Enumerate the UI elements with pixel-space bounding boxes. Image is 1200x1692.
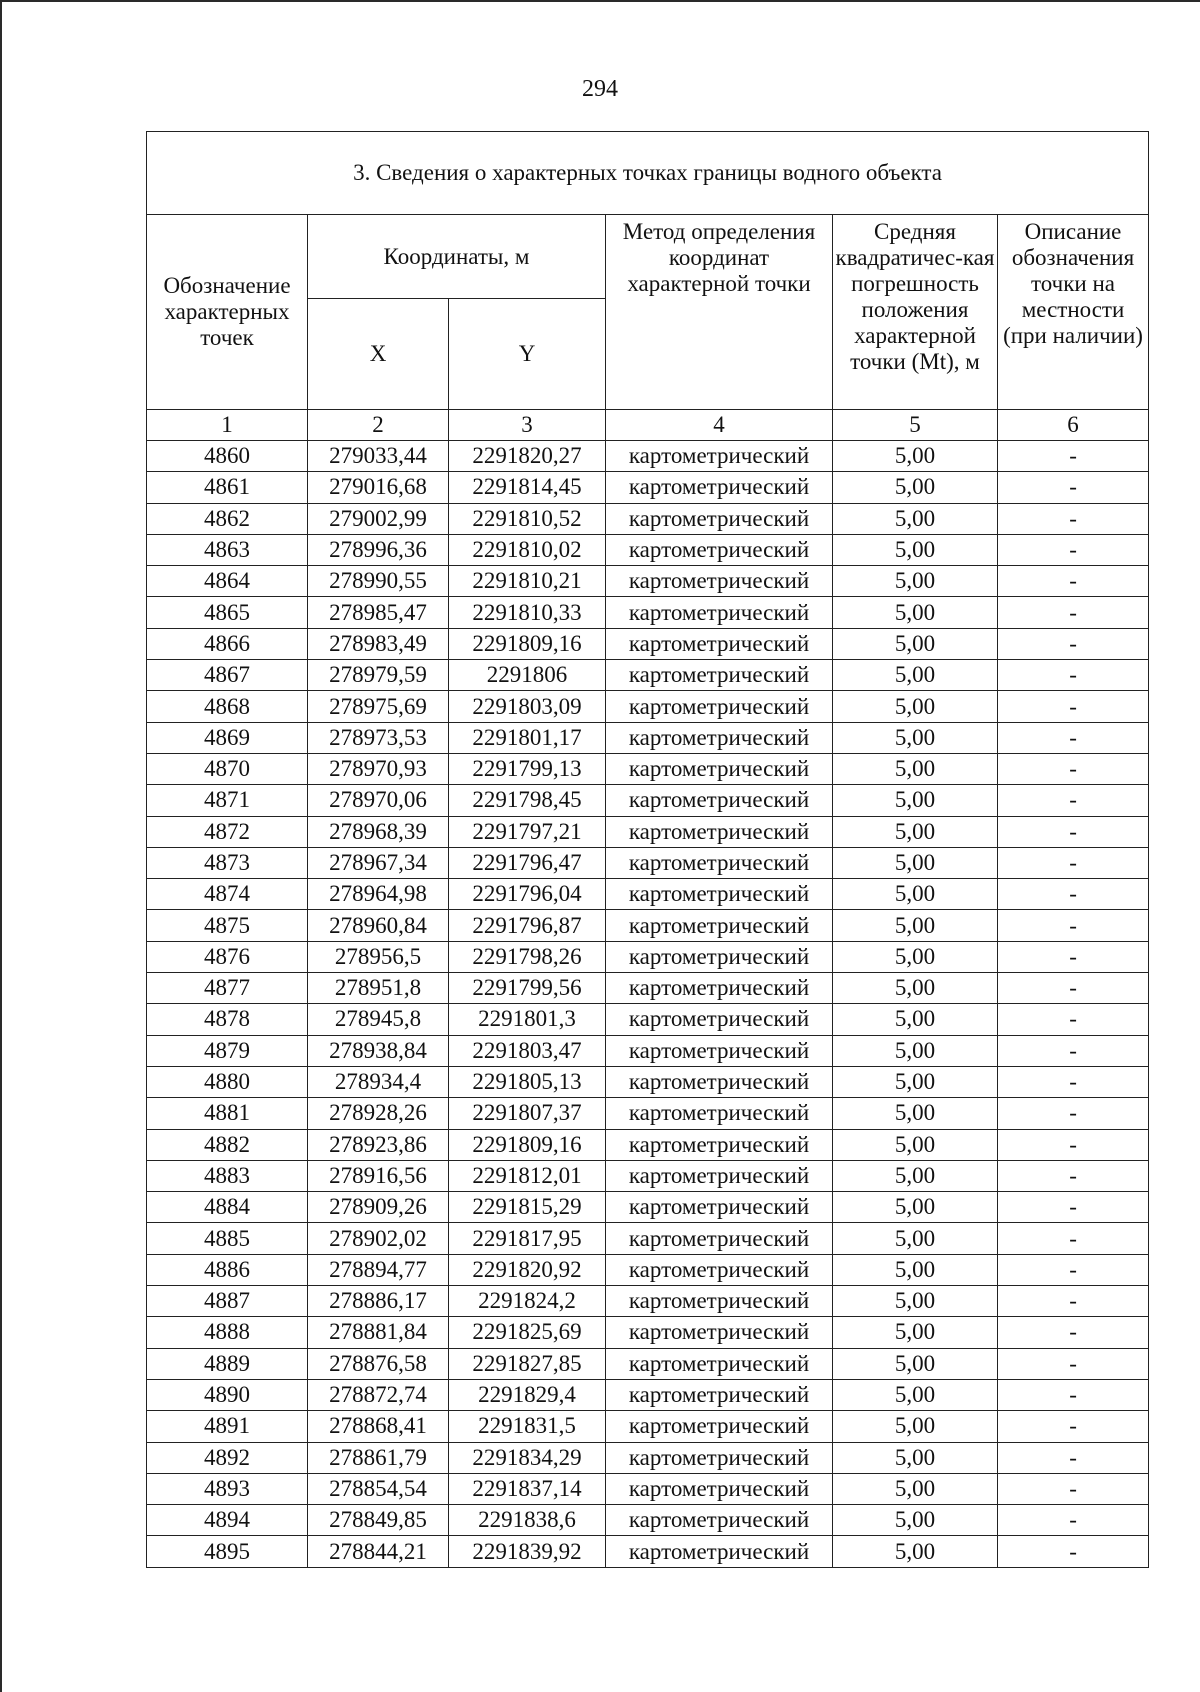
error-cell: 5,00 — [833, 1129, 998, 1160]
x-coordinate-cell: 279016,68 — [308, 472, 449, 503]
table-row — [147, 910, 1149, 941]
point-id-cell: 4877 — [147, 973, 308, 1004]
y-coordinate-cell: 2291798,45 — [449, 785, 606, 816]
description-cell: - — [998, 910, 1149, 941]
description-cell: - — [998, 1129, 1149, 1160]
table-row — [147, 847, 1149, 878]
point-id-cell: 4861 — [147, 472, 308, 503]
header-error: Средняя квадратичес-кая погрешность положения характерной точки (Mt), м — [833, 215, 998, 410]
column-number: 3 — [449, 410, 606, 441]
y-coordinate-cell: 2291820,27 — [449, 441, 606, 472]
table-row — [147, 753, 1149, 784]
x-coordinate-cell: 278849,85 — [308, 1505, 449, 1536]
table-row — [147, 1379, 1149, 1410]
method-cell: картометрический — [606, 973, 833, 1004]
y-coordinate-cell: 2291814,45 — [449, 472, 606, 503]
point-id-cell: 4884 — [147, 1192, 308, 1223]
x-coordinate-cell: 278872,74 — [308, 1379, 449, 1410]
error-cell: 5,00 — [833, 1442, 998, 1473]
method-cell: картометрический — [606, 722, 833, 753]
error-cell: 5,00 — [833, 660, 998, 691]
method-cell: картометрический — [606, 1286, 833, 1317]
table-row — [147, 1035, 1149, 1066]
table-row — [147, 597, 1149, 628]
scan-edge-top — [0, 0, 1200, 2]
header-method: Метод определения координат характерной точки — [606, 215, 833, 410]
table-row — [147, 1442, 1149, 1473]
method-cell: картометрический — [606, 910, 833, 941]
y-coordinate-cell: 2291809,16 — [449, 1129, 606, 1160]
error-cell: 5,00 — [833, 941, 998, 972]
method-cell: картометрический — [606, 1098, 833, 1129]
method-cell: картометрический — [606, 1004, 833, 1035]
x-coordinate-cell: 278973,53 — [308, 722, 449, 753]
error-cell: 5,00 — [833, 910, 998, 941]
table-row — [147, 1536, 1149, 1567]
point-id-cell: 4883 — [147, 1160, 308, 1191]
table-row — [147, 628, 1149, 659]
point-id-cell: 4865 — [147, 597, 308, 628]
y-coordinate-cell: 2291810,52 — [449, 503, 606, 534]
table-row — [147, 816, 1149, 847]
x-coordinate-cell: 278990,55 — [308, 566, 449, 597]
y-coordinate-cell: 2291810,21 — [449, 566, 606, 597]
method-cell: картометрический — [606, 941, 833, 972]
point-id-cell: 4876 — [147, 941, 308, 972]
description-cell: - — [998, 597, 1149, 628]
error-cell: 5,00 — [833, 785, 998, 816]
point-id-cell: 4878 — [147, 1004, 308, 1035]
x-coordinate-cell: 278934,4 — [308, 1066, 449, 1097]
method-cell: картометрический — [606, 566, 833, 597]
table-row — [147, 973, 1149, 1004]
table-row — [147, 1317, 1149, 1348]
error-cell: 5,00 — [833, 1223, 998, 1254]
y-coordinate-cell: 2291810,33 — [449, 597, 606, 628]
column-number: 5 — [833, 410, 998, 441]
description-cell: - — [998, 472, 1149, 503]
y-coordinate-cell: 2291801,3 — [449, 1004, 606, 1035]
point-id-cell: 4866 — [147, 628, 308, 659]
y-coordinate-cell: 2291803,47 — [449, 1035, 606, 1066]
x-coordinate-cell: 278945,8 — [308, 1004, 449, 1035]
table-row — [147, 1129, 1149, 1160]
description-cell: - — [998, 1223, 1149, 1254]
column-number: 6 — [998, 410, 1149, 441]
method-cell: картометрический — [606, 503, 833, 534]
method-cell: картометрический — [606, 1411, 833, 1442]
point-id-cell: 4887 — [147, 1286, 308, 1317]
y-coordinate-cell: 2291838,6 — [449, 1505, 606, 1536]
description-cell: - — [998, 503, 1149, 534]
error-cell: 5,00 — [833, 1379, 998, 1410]
y-coordinate-cell: 2291839,92 — [449, 1536, 606, 1567]
method-cell: картометрический — [606, 1192, 833, 1223]
method-cell: картометрический — [606, 1442, 833, 1473]
description-cell: - — [998, 1317, 1149, 1348]
description-cell: - — [998, 1192, 1149, 1223]
point-id-cell: 4871 — [147, 785, 308, 816]
y-coordinate-cell: 2291797,21 — [449, 816, 606, 847]
point-id-cell: 4881 — [147, 1098, 308, 1129]
description-cell: - — [998, 1035, 1149, 1066]
error-cell: 5,00 — [833, 1004, 998, 1035]
point-id-cell: 4885 — [147, 1223, 308, 1254]
table-row — [147, 1411, 1149, 1442]
x-coordinate-cell: 278964,98 — [308, 879, 449, 910]
description-cell: - — [998, 879, 1149, 910]
y-coordinate-cell: 2291799,56 — [449, 973, 606, 1004]
point-id-cell: 4864 — [147, 566, 308, 597]
header-x: X — [308, 299, 449, 410]
point-id-cell: 4879 — [147, 1035, 308, 1066]
method-cell: картометрический — [606, 691, 833, 722]
x-coordinate-cell: 278868,41 — [308, 1411, 449, 1442]
point-id-cell: 4889 — [147, 1348, 308, 1379]
description-cell: - — [998, 722, 1149, 753]
method-cell: картометрический — [606, 597, 833, 628]
description-cell: - — [998, 1098, 1149, 1129]
description-cell: - — [998, 1411, 1149, 1442]
description-cell: - — [998, 1536, 1149, 1567]
point-id-cell: 4894 — [147, 1505, 308, 1536]
error-cell: 5,00 — [833, 1473, 998, 1504]
description-cell: - — [998, 534, 1149, 565]
error-cell: 5,00 — [833, 1098, 998, 1129]
error-cell: 5,00 — [833, 1536, 998, 1567]
point-id-cell: 4875 — [147, 910, 308, 941]
method-cell: картометрический — [606, 1348, 833, 1379]
x-coordinate-cell: 278928,26 — [308, 1098, 449, 1129]
point-id-cell: 4893 — [147, 1473, 308, 1504]
method-cell: картометрический — [606, 1066, 833, 1097]
coordinates-table — [146, 131, 1149, 1568]
description-cell: - — [998, 973, 1149, 1004]
error-cell: 5,00 — [833, 1192, 998, 1223]
x-coordinate-cell: 278894,77 — [308, 1254, 449, 1285]
y-coordinate-cell: 2291799,13 — [449, 753, 606, 784]
header-designation: Обозначение характерных точек — [147, 215, 308, 410]
y-coordinate-cell: 2291825,69 — [449, 1317, 606, 1348]
error-cell: 5,00 — [833, 1035, 998, 1066]
method-cell: картометрический — [606, 1317, 833, 1348]
y-coordinate-cell: 2291812,01 — [449, 1160, 606, 1191]
y-coordinate-cell: 2291829,4 — [449, 1379, 606, 1410]
description-cell: - — [998, 1066, 1149, 1097]
method-cell: картометрический — [606, 1254, 833, 1285]
error-cell: 5,00 — [833, 691, 998, 722]
error-cell: 5,00 — [833, 472, 998, 503]
x-coordinate-cell: 278956,5 — [308, 941, 449, 972]
scan-edge-left — [0, 0, 2, 1692]
table-row — [147, 503, 1149, 534]
error-cell: 5,00 — [833, 628, 998, 659]
y-coordinate-cell: 2291834,29 — [449, 1442, 606, 1473]
error-cell: 5,00 — [833, 503, 998, 534]
x-coordinate-cell: 278970,06 — [308, 785, 449, 816]
x-coordinate-cell: 279033,44 — [308, 441, 449, 472]
description-cell: - — [998, 847, 1149, 878]
description-cell: - — [998, 1473, 1149, 1504]
error-cell: 5,00 — [833, 534, 998, 565]
y-coordinate-cell: 2291805,13 — [449, 1066, 606, 1097]
error-cell: 5,00 — [833, 1286, 998, 1317]
error-cell: 5,00 — [833, 441, 998, 472]
method-cell: картометрический — [606, 1379, 833, 1410]
error-cell: 5,00 — [833, 1348, 998, 1379]
x-coordinate-cell: 278876,58 — [308, 1348, 449, 1379]
method-cell: картометрический — [606, 1505, 833, 1536]
point-id-cell: 4874 — [147, 879, 308, 910]
point-id-cell: 4863 — [147, 534, 308, 565]
method-cell: картометрический — [606, 472, 833, 503]
description-cell: - — [998, 785, 1149, 816]
description-cell: - — [998, 1286, 1149, 1317]
error-cell: 5,00 — [833, 1317, 998, 1348]
table-row — [147, 472, 1149, 503]
table-row — [147, 1223, 1149, 1254]
y-coordinate-cell: 2291820,92 — [449, 1254, 606, 1285]
description-cell: - — [998, 1348, 1149, 1379]
header-row-1 — [147, 215, 1149, 299]
x-coordinate-cell: 278951,8 — [308, 973, 449, 1004]
method-cell: картометрический — [606, 534, 833, 565]
description-cell: - — [998, 441, 1149, 472]
error-cell: 5,00 — [833, 1505, 998, 1536]
y-coordinate-cell: 2291824,2 — [449, 1286, 606, 1317]
x-coordinate-cell: 278854,54 — [308, 1473, 449, 1504]
description-cell: - — [998, 566, 1149, 597]
y-coordinate-cell: 2291809,16 — [449, 628, 606, 659]
table-row — [147, 1254, 1149, 1285]
error-cell: 5,00 — [833, 1254, 998, 1285]
table-row — [147, 1505, 1149, 1536]
error-cell: 5,00 — [833, 1066, 998, 1097]
table-row — [147, 1160, 1149, 1191]
error-cell: 5,00 — [833, 722, 998, 753]
description-cell: - — [998, 691, 1149, 722]
method-cell: картометрический — [606, 1129, 833, 1160]
error-cell: 5,00 — [833, 566, 998, 597]
point-id-cell: 4872 — [147, 816, 308, 847]
y-coordinate-cell: 2291831,5 — [449, 1411, 606, 1442]
method-cell: картометрический — [606, 1536, 833, 1567]
table-row — [147, 1286, 1149, 1317]
method-cell: картометрический — [606, 847, 833, 878]
y-coordinate-cell: 2291827,85 — [449, 1348, 606, 1379]
header-coordinates: Координаты, м — [308, 215, 606, 299]
point-id-cell: 4869 — [147, 722, 308, 753]
error-cell: 5,00 — [833, 879, 998, 910]
x-coordinate-cell: 278985,47 — [308, 597, 449, 628]
table-row — [147, 566, 1149, 597]
x-coordinate-cell: 278844,21 — [308, 1536, 449, 1567]
y-coordinate-cell: 2291817,95 — [449, 1223, 606, 1254]
x-coordinate-cell: 278938,84 — [308, 1035, 449, 1066]
x-coordinate-cell: 279002,99 — [308, 503, 449, 534]
method-cell: картометрический — [606, 1473, 833, 1504]
description-cell: - — [998, 753, 1149, 784]
table-row — [147, 691, 1149, 722]
description-cell: - — [998, 816, 1149, 847]
section-title: 3. Сведения о характерных точках границы водного объекта — [147, 132, 1149, 215]
y-coordinate-cell: 2291810,02 — [449, 534, 606, 565]
column-number-row — [147, 410, 1149, 441]
error-cell: 5,00 — [833, 1411, 998, 1442]
error-cell: 5,00 — [833, 753, 998, 784]
description-cell: - — [998, 1160, 1149, 1191]
y-coordinate-cell: 2291798,26 — [449, 941, 606, 972]
description-cell: - — [998, 628, 1149, 659]
x-coordinate-cell: 278909,26 — [308, 1192, 449, 1223]
y-coordinate-cell: 2291796,47 — [449, 847, 606, 878]
y-coordinate-cell: 2291796,04 — [449, 879, 606, 910]
x-coordinate-cell: 278968,39 — [308, 816, 449, 847]
table-row — [147, 722, 1149, 753]
y-coordinate-cell: 2291801,17 — [449, 722, 606, 753]
y-coordinate-cell: 2291806 — [449, 660, 606, 691]
x-coordinate-cell: 278881,84 — [308, 1317, 449, 1348]
method-cell: картометрический — [606, 1160, 833, 1191]
description-cell: - — [998, 660, 1149, 691]
x-coordinate-cell: 278983,49 — [308, 628, 449, 659]
x-coordinate-cell: 278979,59 — [308, 660, 449, 691]
error-cell: 5,00 — [833, 973, 998, 1004]
error-cell: 5,00 — [833, 847, 998, 878]
error-cell: 5,00 — [833, 1160, 998, 1191]
y-coordinate-cell: 2291837,14 — [449, 1473, 606, 1504]
column-number: 2 — [308, 410, 449, 441]
header-y: Y — [449, 299, 606, 410]
table-row — [147, 660, 1149, 691]
point-id-cell: 4870 — [147, 753, 308, 784]
x-coordinate-cell: 278967,34 — [308, 847, 449, 878]
point-id-cell: 4867 — [147, 660, 308, 691]
table-row — [147, 879, 1149, 910]
x-coordinate-cell: 278996,36 — [308, 534, 449, 565]
table-row — [147, 1098, 1149, 1129]
method-cell: картометрический — [606, 1035, 833, 1066]
x-coordinate-cell: 278970,93 — [308, 753, 449, 784]
section-title-row — [147, 132, 1149, 215]
error-cell: 5,00 — [833, 816, 998, 847]
table-row — [147, 1004, 1149, 1035]
y-coordinate-cell: 2291807,37 — [449, 1098, 606, 1129]
table-row — [147, 941, 1149, 972]
point-id-cell: 4882 — [147, 1129, 308, 1160]
point-id-cell: 4880 — [147, 1066, 308, 1097]
point-id-cell: 4862 — [147, 503, 308, 534]
x-coordinate-cell: 278960,84 — [308, 910, 449, 941]
x-coordinate-cell: 278861,79 — [308, 1442, 449, 1473]
point-id-cell: 4860 — [147, 441, 308, 472]
x-coordinate-cell: 278916,56 — [308, 1160, 449, 1191]
point-id-cell: 4888 — [147, 1317, 308, 1348]
point-id-cell: 4891 — [147, 1411, 308, 1442]
column-number: 1 — [147, 410, 308, 441]
y-coordinate-cell: 2291796,87 — [449, 910, 606, 941]
table-row — [147, 1473, 1149, 1504]
method-cell: картометрический — [606, 879, 833, 910]
description-cell: - — [998, 1379, 1149, 1410]
table-row — [147, 785, 1149, 816]
point-id-cell: 4890 — [147, 1379, 308, 1410]
method-cell: картометрический — [606, 660, 833, 691]
column-number: 4 — [606, 410, 833, 441]
method-cell: картометрический — [606, 785, 833, 816]
table-row — [147, 1192, 1149, 1223]
table-row — [147, 534, 1149, 565]
page-number: 294 — [582, 76, 618, 102]
table-row — [147, 1066, 1149, 1097]
header-description: Описание обозначения точки на местности (при наличии) — [998, 215, 1149, 410]
point-id-cell: 4873 — [147, 847, 308, 878]
x-coordinate-cell: 278886,17 — [308, 1286, 449, 1317]
x-coordinate-cell: 278902,02 — [308, 1223, 449, 1254]
point-id-cell: 4886 — [147, 1254, 308, 1285]
table-row — [147, 1348, 1149, 1379]
description-cell: - — [998, 1442, 1149, 1473]
description-cell: - — [998, 1505, 1149, 1536]
description-cell: - — [998, 941, 1149, 972]
method-cell: картометрический — [606, 753, 833, 784]
y-coordinate-cell: 2291815,29 — [449, 1192, 606, 1223]
x-coordinate-cell: 278923,86 — [308, 1129, 449, 1160]
method-cell: картометрический — [606, 1223, 833, 1254]
x-coordinate-cell: 278975,69 — [308, 691, 449, 722]
error-cell: 5,00 — [833, 597, 998, 628]
method-cell: картометрический — [606, 441, 833, 472]
method-cell: картометрический — [606, 816, 833, 847]
table-row — [147, 441, 1149, 472]
y-coordinate-cell: 2291803,09 — [449, 691, 606, 722]
method-cell: картометрический — [606, 628, 833, 659]
point-id-cell: 4892 — [147, 1442, 308, 1473]
description-cell: - — [998, 1004, 1149, 1035]
point-id-cell: 4895 — [147, 1536, 308, 1567]
description-cell: - — [998, 1254, 1149, 1285]
point-id-cell: 4868 — [147, 691, 308, 722]
